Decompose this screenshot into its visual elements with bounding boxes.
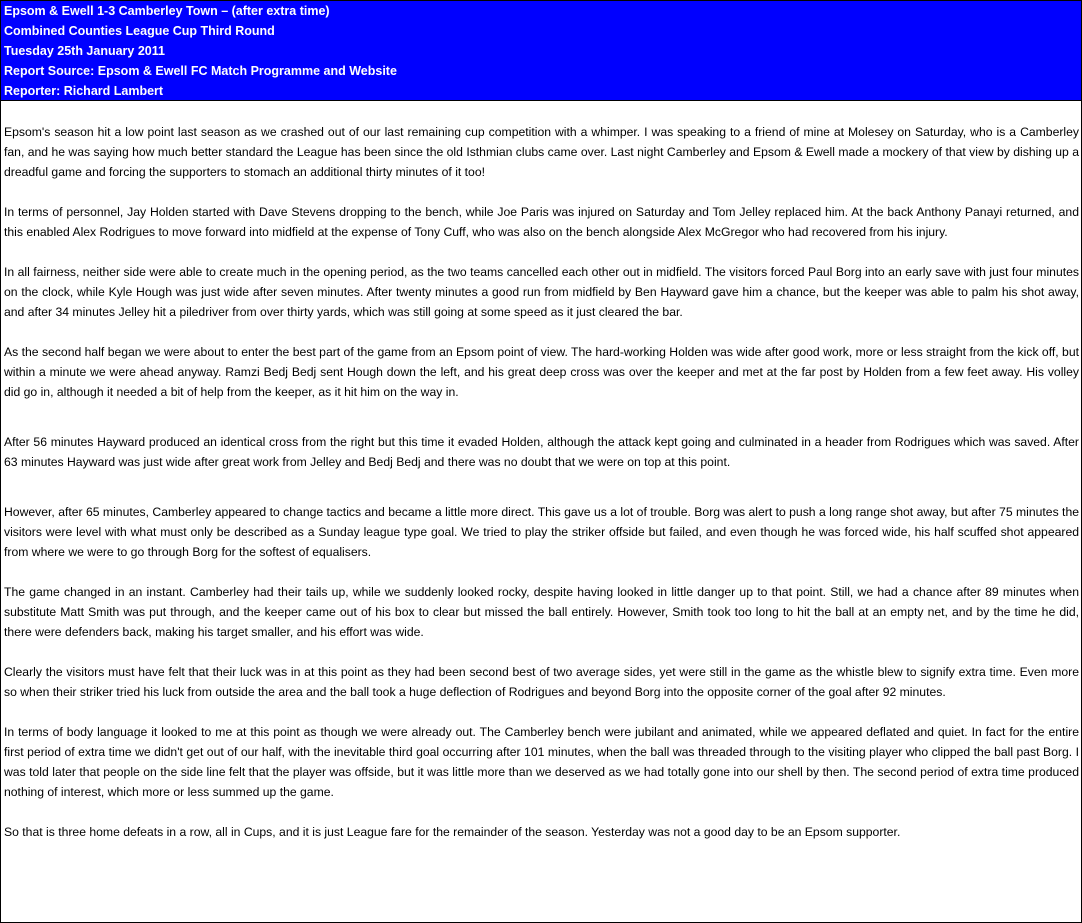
report-paragraph: After 56 minutes Hayward produced an identical cross from the right but this time it evaded Holden, although the attack kept going and culminated in a header from Rodrigues which was saved. After 63 minutes Hayward was just wide after great work from Jelley and Bedj Bedj and there was no doubt that we were on top at this point. <box>4 435 1079 469</box>
report-paragraph: So that is three home defeats in a row, all in Cups, and it is just League fare for the remainder of the season. Yesterday was not a good day to be an Epsom supporter. <box>4 825 901 839</box>
report-source: Report Source: Epsom & Ewell FC Match Programme and Website <box>4 64 397 78</box>
report-body <box>1 101 1081 842</box>
reporter: Reporter: Richard Lambert <box>4 84 164 98</box>
report-paragraph: The game changed in an instant. Camberley had their tails up, while we suddenly looked rocky, despite having looked in little danger up to that point. Still, we had a chance after 89 minutes when substitute Matt Smith was put through, and the keeper came out of his box to clear but missed the ball entirely. However, Smith took too long to hit the ball at an empty net, and by the time he did, there were defenders back, making his target smaller, and his effort was wide. <box>4 585 1079 639</box>
match-title: Epsom & Ewell 1-3 Camberley Town – (after extra time) <box>4 4 330 18</box>
report-paragraph: Epsom's season hit a low point last season as we crashed out of our last remaining cup competition with a whimper. I was speaking to a friend of mine at Molesey on Saturday, who is a Camberley fan, and he was saying how much better standard the League has been since the old Isthmian clubs came over. Last night Camberley and Epsom & Ewell made a mockery of that view by dishing up a dreadful game and forcing the supporters to stomach an additional thirty minutes of it too! <box>4 125 1079 179</box>
competition: Combined Counties League Cup Third Round <box>4 24 275 38</box>
report-paragraph: In terms of body language it looked to me at this point as though we were already out. The Camberley bench were jubilant and animated, while we appeared deflated and quiet. In fact for the entire first period of extra time we didn't get out of our half, with the inevitable third goal occurring after 101 minutes, when the ball was threaded through to the visiting player who clipped the ball past Borg. I was told later that people on the side line felt that the player was offside, but it was little more than we deserved as we had totally gone into our shell by then. The second period of extra time produced nothing of interest, which more or less summed up the game. <box>4 725 1079 799</box>
report-paragraph: Clearly the visitors must have felt that their luck was in at this point as they had been second best of two average sides, yet were still in the game as the whistle blew to signify extra time. Even more so when their striker tried his luck from outside the area and the ball took a huge deflection of Rodrigues and beyond Borg into the opposite corner of the goal after 92 minutes. <box>4 665 1079 699</box>
report-paragraph: However, after 65 minutes, Camberley appeared to change tactics and became a little more direct. This gave us a lot of trouble. Borg was alert to push a long range shot away, but after 75 minutes the visitors were level with what must only be described as a Sunday league type goal. We tried to play the striker offside but failed, and even though he was forced wide, his half scuffed shot appeared from where we were to go through Borg for the softest of equalisers. <box>4 505 1079 559</box>
match-date: Tuesday 25th January 2011 <box>4 44 165 58</box>
report-header <box>1 1 1081 101</box>
report-paragraph: In terms of personnel, Jay Holden started with Dave Stevens dropping to the bench, while Joe Paris was injured on Saturday and Tom Jelley replaced him. At the back Anthony Panayi returned, and this enabled Alex Rodrigues to move forward into midfield at the expense of Tony Cuff, who was also on the bench alongside Alex McGregor who had recovered from his injury. <box>4 205 1079 239</box>
report-paragraph: As the second half began we were about to enter the best part of the game from an Epsom point of view. The hard-working Holden was wide after good work, more or less straight from the kick off, but within a minute we were ahead anyway. Ramzi Bedj Bedj sent Hough down the left, and his great deep cross was over the keeper and met at the far post by Holden from a few feet away. His volley did go in, although it needed a bit of help from the keeper, as it hit him on the way in. <box>4 345 1079 399</box>
report-paragraph: In all fairness, neither side were able to create much in the opening period, as the two teams cancelled each other out in midfield. The visitors forced Paul Borg into an early save with just four minutes on the clock, while Kyle Hough was just wide after seven minutes. After twenty minutes a good run from midfield by Ben Hayward gave him a chance, but the keeper was able to palm his shot away, and after 34 minutes Jelley hit a piledriver from over thirty yards, which was still going at some speed as it just cleared the bar. <box>4 265 1079 319</box>
